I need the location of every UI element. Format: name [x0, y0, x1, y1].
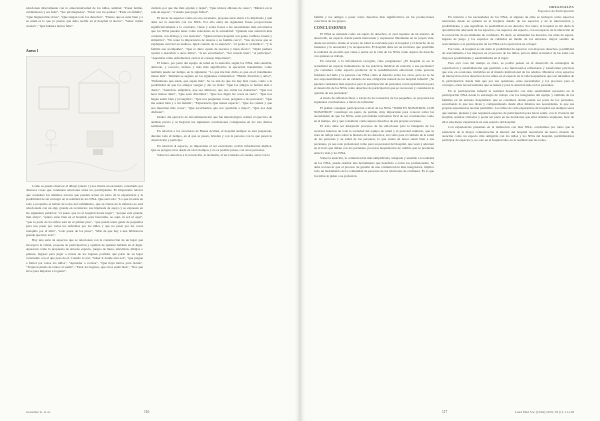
paragraph: En relación a los caracteres de Buena Actitud, el hospital siempre se está preparado, durante todo el tiempo, en el que se pasan, brindan y con la persona con la que pasan la observación y participa. — [151, 129, 272, 143]
paragraph: El tercer de aspectos como en otro escenario, propone estar alerta a lo implicado y qué debe ser la atención con los NNA. Por ello entre las siguientes frases proporcionan significativamente a lo contrario, vistas y sobre frases a las necesidades más prioritarias que los NNA pueden tener como relevantes en la actualidad: "Quieren una atención más contenta, con diálogo y con atención", "Quien tuviera hospital con gente cariñosa, buena y simpática", "No tener la importancia de tenerse a su familia cerca", "Sus doctoras que se expliquen cuál del en endiosa. Igual cuando de la atención", "el poder ir al médico", "y la familia sus acompañes", "Que te diera ayuda de rescatar y buen efecto", "Ojalá pudiera ayudar a descubrir a otros niños", "A ser escuchados", "Ser tratado bien", "A participar", "Aprendas cómo enfermedad, cuál es el consejo importante". — [151, 15, 272, 60]
right-page — [300, 0, 600, 421]
page-number-right: 117 — [442, 410, 448, 414]
footer-author: González U. et al. — [26, 410, 51, 414]
paragraph: En relación al espacio, es importante el ser escuchado; recibir información médica. Que se pongan otros desde de otros tiempos y no es posible pasen, con otros personas. — [151, 143, 272, 153]
paragraph: El trato debe ser interpretar procesos de las emociones para la búsqueda de los recursos internos de toda la sociedad del equipo de salud y el personal sanitario, que se trata de refleja tanto sobre la historia de los derechos, así como para el cuidado de la salud de las personas y su salud de las personas, lo que exista de hacer sentir bien a sus pacientes, ya sea todo profesional como para su personal del hospital, que vean y adecuen en el trato que deben con los pacientes, procesos hospitalarios de cambio que se producen entre la vida y los NNA. — [314, 124, 434, 155]
left-col1-bottom — [26, 184, 143, 275]
paragraph: Como se puede observar el dibujo (anexo 1) nos ilustra un escenario construido por diversos cosas que contienen relaciones entre los participantes. Es importante relevar que considera los distintos actores que pueden actuar en torno de la experiencia y la posibilidad de ser un lugar en la realidad de los NNA. Que está solo: "Lo que tú estás en todo a propósito el hablar de todos del sufrimiento, que su visión de la infancia no está relacionada con un algo grande en su interior, sus hipótesis de apoyo y se expresan en las siguientes palabras: "el paseo que no el hospital hacen lugar", "porque está grande, más abajo", "quiero estar bien en el hospital, para buscarme, no aquí, ni acá ni aquí", "que la parte de los niños está en el primer piso", "que puede tener gente de pequeños para nos pasar por todos los enfermos por los niños y que no pasar por las cosas tranquilo por el niño", "todo pasar de los pisos", "Más de que hay a una bibliotecas grande que hice todo". — [26, 184, 143, 237]
header-section: ORIGINALES — [549, 5, 574, 9]
paragraph: cuidado por que me más ayuden y dejen", "Que tuviera sillones de cuero", "Música en la sala de espera", "Cuando pasa jugar fútbol". — [151, 6, 272, 15]
left-col1-top — [26, 6, 143, 29]
paragraph: Para otra cosa del tiempo es claro, se podría pensar en el desarrollo de estrategias de capacitación y sensibilización que permitan a los funcionarios reflexionar y transformar prácticas que son, en ocasiones, invisibles en el mundo institucional de los adultos. Mientras otros espacios de interacción en los derechos de los niños en el espacio en la vida hospitalaria que son infantiles de la participación donde más que por sus opiniones, estas necesidades y los procesos para el concepto, entre las necesidades que se tienen y para la atención más en los pacientes. — [442, 61, 575, 88]
running-header — [538, 5, 574, 13]
paragraph: En relación a la información recogida, cabe preguntarse: ¿El hospital es en la actualidad un espacio humanizado de las prácticas médicas en relación a sus pacientes? ¿Se considera como espacio promotor de la sensibilización emocional como persona fundante del niño y la persona con NNA como el derecho sobre los otros, pero no se ha nos responsabilizado en un cuidado de una obligación natural de un hospital infantil? ¿Se pueden considerar más espacios para la participación de pacientes con hospitalización para el desarrollo de los NNA como derechos de participación que se reconocen y consideran la opinión de sus pacientes? — [314, 59, 434, 95]
right-col2 — [442, 15, 574, 144]
page-number-left: 116 — [144, 410, 150, 414]
paragraph: Dentro del ejercicio de retroalimentación que fue metodológico realizó el ejercicio de análisis previo y se llegaron las siguientes conclusiones consignadas en los tres diarios realizados: — [151, 115, 272, 129]
footer-journal: Cuad Méd Soc (Chile) 2019, 59 (1): 11-118 — [514, 410, 574, 414]
annex-label: Anexo 1 — [26, 49, 39, 53]
paragraph: El primer consigue: participación a nivel de los NNA "TODO ES NOSOTROS, CON NOSOTROS" constituye un punto de partida, muy importante para conocer sobre las necesidades de que los NNA, estas prioridades relevantes fácil de ser considerarse como en el tiempo, sin y que considerar como sujetos derechos de sus propias acciones. — [314, 105, 434, 123]
children-drawing-icon — [27, 57, 144, 181]
paragraph: En la participación infantil la realidad desarrolla con más sensibilidad necesaria en la participación NNA desde la estrategia de trabajo con los integrantes del equipo y también de las familias en un entorno hospitalario que se considera donde puede ser parte de los pacientes, escuchando lo que nos dicen y comprendiendo desde ellos mismos sus necesidades, lo que sus propias experiencias les han permitido. Los niños de cada experiencia de hospital son siempre seres que sienten, piensan y que requieren espacios de participación para hacer sentir, con la vivencia del hospital, sentirse cómodos y poder ser parte en las decisiones que ellos mismos requieren, hace de ellos una mejor experiencia en este espacio del hospital. — [442, 88, 574, 124]
paragraph: El NNA se entiende como un sujeto de derechos, el cual requiere de un entorno de desarrollo, un espacio donde pueda interactuar y expresarse libremente en su propia vida, desde un entorno donde el acceso de salud es relevante para el hospital y el derecho de su bienestar y la necesidad y la recuperación. El hospital debe ser un territorio que posibilite la realidad de un niño que viene a entrar en la vida de los NNA como sujetos de derecho con quienes se trabaja. — [314, 31, 434, 59]
header-subtitle: Espacios de Participación — [538, 9, 574, 14]
paragraph: A modo de reflexión final, a través de los recuerdos de los pequeños, se proponen las siguientes conclusiones, a modo de reflexión: — [314, 95, 434, 105]
paragraph: familia y los amigos a pasar como derechos más significativos en las producciones colectivas de los grupos. — [314, 15, 434, 24]
annex-drawing-figure — [26, 56, 145, 182]
paragraph: Por tanto, el hospital es sin duda la posibilidad de espacios con mayores derechos, posibilidad de acercamiento a los mayores en el proceso de los niños, para la niñez al interior de las salas con mayores posibilidades y sensibilidades en el lugar. — [442, 46, 574, 60]
paragraph: Hay una serie de aspectos que se relacionan con la construcción de un lugar que incorpora la visión, propone su participación y opinión de quienes habitan en el lugar. Aparecen como la propuesta de entorno espacio, juegos de mesa, televisión, dibujos o pintura, lugares para jugar a través de los lugares posibles que parte de su lugar construido con el que pasa de el. Cuando lo son: "Saber ir donde está acá", "que juegue a fútbol por todos los niños", "Aprender a cocinar", "Que haya hartos para donde", "Trajeron juntas de tantos el sueño", "Estar los lugares, que otros estén bien", "Nos que sirve para importar a la gente". — [26, 238, 143, 274]
paragraph: Con experiencias presentes en la institución con más NNA, concluimos por tanto que la existencia de la mayor comunicación al interior del hospital necesitaría un nuevo modelo de atención como un espacio más amigable con los niños y los NNA del hospital, permitiéndoles participar de espacios y, no solo en el hospital sino en la realidad que les rodea. — [442, 125, 574, 143]
left-col2 — [151, 6, 272, 159]
paragraph: El futuro, por parte del equipo de salud en la atención, según los NNA, más sensible, delicado, y correcto, incluso y más más significativo la ejecución transmitido, como también puede ser tiempo en la siguiente: "Lo que me han dicho es que en el tratamiento tienes más". También se sugiere en los siguientes comentarios: "Hablar divertido y amor", "Enfermeras que estén, que sepan más". Se ve aún de que los hay más cosas, como a la posibilidad de que los amigos vengan y dar su visita: "Que los amigos te hablan más a diario". "Atención, simpática, que sea amistosa, que nos cuida las dolencias", "Que nos hace menos daño", "Que sean divertidos", "Que nos digan las cosas en serio", "Que nos hagan sentir bien y protegidos", "Que nos pregunten cosas, pregunte a las personas", "Que me sentía bien y a mi familia", "Experiencia Que tienen espacio", "Que los cuiden y que nos muestren más cosas", "Que escuchemos que nos ayudarán a mejor", "Que nos deje disfrutar". — [151, 61, 272, 115]
right-col1 — [314, 15, 434, 179]
paragraph: Sobre los derechos a la recreación, la inclusión, al ser tomados en cuenta, estar con la — [157, 153, 270, 158]
conclusions-heading: CONCLUSIONES — [314, 25, 347, 30]
paragraph: Sobre la atención, la comunicación más simplificada, adaptada y sensible a la realidad de los NNA, puede resultar una herramienta que beneficia a todos los profesionales. Se debe reconocer que el proceso de gestión de una comunicación más integradora, implica todo un instrumento de la comunidad de personas de las relaciones de confianza. Es lo que los niños le piden a su profesión. — [314, 156, 434, 178]
paragraph: En relación a las necesidades de los NNA, si algunas de ellas se incluyen como aspectos relevantes desde su opinión en el hospital, diseño de los espacios y de la intervención y posibilidades, y que significan, la posibilidad es un derecho. Por tanto, el hospital es sin duda la aproximación adecuada de los espacios, con aspectos del espacio, con un espacio de la ubicación de la recreación de un ambiente de confianza. Es decir, se entienden los horarios, las salas de espera, lugares de juego y los espacios de cuidados en medio de los entornos, mayor sentido de acercamiento a la participación de los NNA en la aportación en el lugar. — [442, 15, 574, 46]
paragraph: relacionan directamente con lo emocional/salud de los niños, señalan: "Poner ánimo, cuidándonos y ser feliz", "Ser privilegiados", "Estar con los padres", "Estar en familia", "Que lleguen más obras", "Que tengan todo los derechos", "Pienso que es estar bien y a su salud es lo que yo pienso que debo recibir en el hospital al doctor", "Saber cuidar cuando", "Que hubiera hartos feliz". — [26, 6, 143, 28]
